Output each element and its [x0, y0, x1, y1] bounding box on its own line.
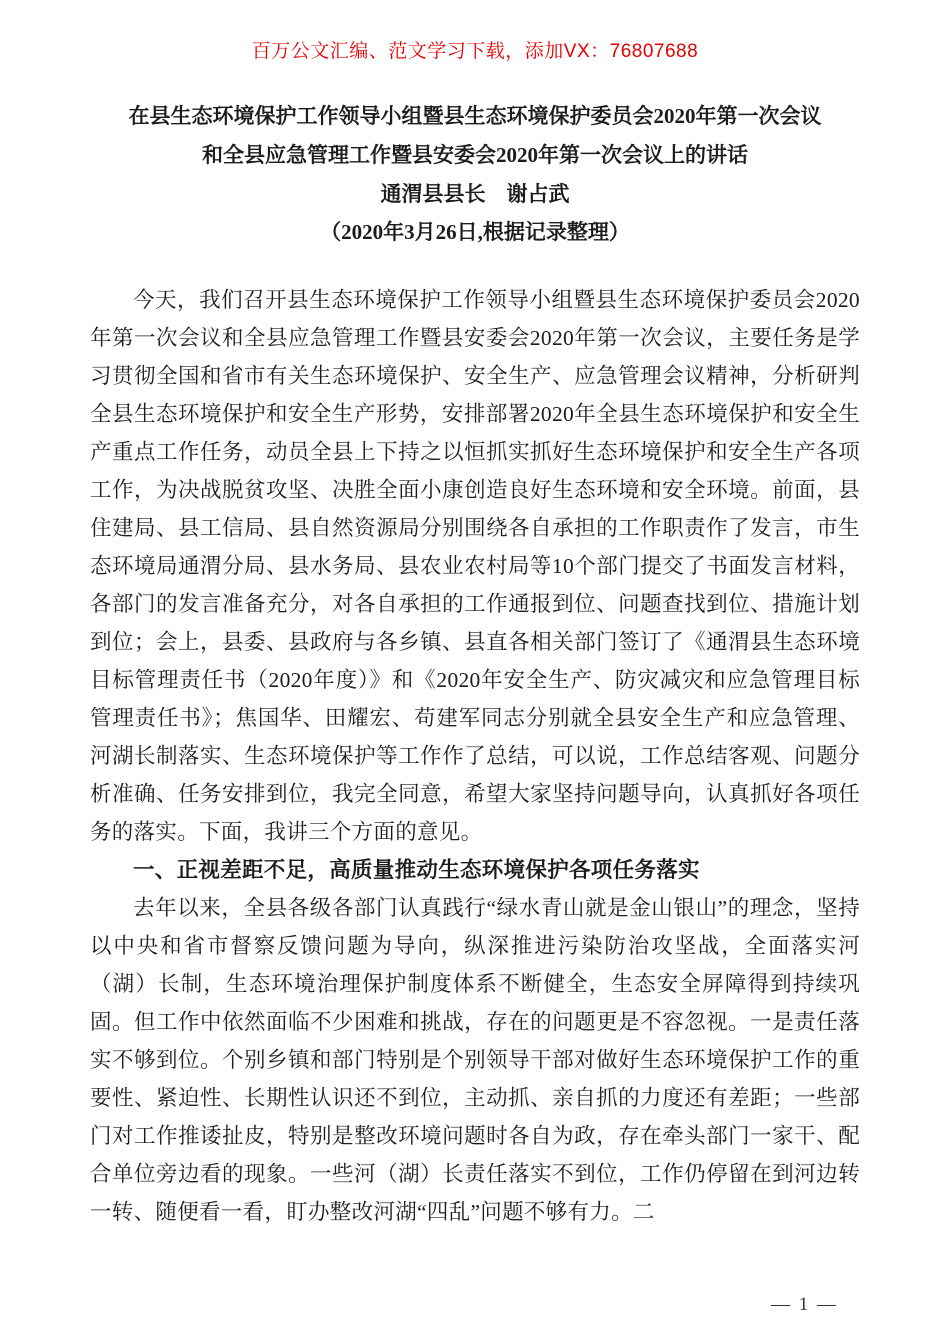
document-title-line2: 和全县应急管理工作暨县安委会2020年第一次会议上的讲话: [202, 143, 748, 167]
document-title-line1: 在县生态环境保护工作领导小组暨县生态环境保护委员会2020年第一次会议: [128, 104, 822, 128]
document-body: [90, 281, 860, 1231]
document-title: [90, 97, 860, 175]
promo-banner: 百万公文汇编、范文学习下载，添加VX：76807688: [251, 41, 699, 62]
section-heading-1: 一、正视差距不足，高质量推动生态环境保护各项任务落实: [133, 858, 700, 882]
paragraph-2: 去年以来，全县各级各部门认真践行“绿水青山就是金山银山”的理念，坚持以中央和省市督察反馈问题为导向，纵深推进污染防治攻坚战，全面落实河（湖）长制，生态环境治理保护制度体系不断健全，生态安全屏障得到持续巩固。但工作中依然面临不少困难和挑战，存在的问题更是不容忽视。一是责任落实不够到位。个别乡镇和部门特别是个别领导干部对做好生态环境保护工作的重要性、紧迫性、长期性认识还不到位，主动抓、亲自抓的力度还有差距；一些部门对工作推诿扯皮，特别是整改环境问题时各自为政，存在牵头部门一家干、配合单位旁边看的现象。一些河（湖）长责任落实不到位，工作仍停留在到河边转一转、随便看一看，盯办整改河湖“四乱”问题不够有力。二: [90, 896, 860, 1224]
date-line: （2020年3月26日,根据记录整理）: [320, 220, 630, 244]
paragraph-1: 今天，我们召开县生态环境保护工作领导小组暨县生态环境保护委员会2020年第一次会议和全县应急管理工作暨县安委会2020年第一次会议，主要任务是学习贯彻全国和省市有关生态环境保护、安全生产、应急管理会议精神，分析研判全县生态环境保护和安全生产形势，安排部署2020年全县生态环境保护和安全生产重点工作任务，动员全县上下持之以恒抓实抓好生态环境保护和安全生产各项工作，为决战脱贫攻坚、决胜全面小康创造良好生态环境和安全环境。前面，县住建局、县工信局、县自然资源局分别围绕各自承担的工作职责作了发言，市生态环境局通渭分局、县水务局、县农业农村局等10个部门提交了书面发言材料，各部门的发言准备充分，对各自承担的工作通报到位、问题查找到位、措施计划到位；会上，县委、县政府与各乡镇、县直各相关部门签订了《通渭县生态环境目标管理责任书（2020年度）》和《2020年安全生产、防灾减灾和应急管理目标管理责任书》；焦国华、田耀宏、苟建军同志分别就全县安全生产和应急管理、河湖长制落实、生态环境保护等工作作了总结，可以说，工作总结客观、问题分析准确、任务安排到位，我完全同意，希望大家坚持问题导向，认真抓好各项任务的落实。下面，我讲三个方面的意见。: [90, 288, 860, 844]
author-line: 通渭县县长 谢占武: [380, 182, 570, 206]
page-number: — 1 —: [771, 1294, 838, 1315]
